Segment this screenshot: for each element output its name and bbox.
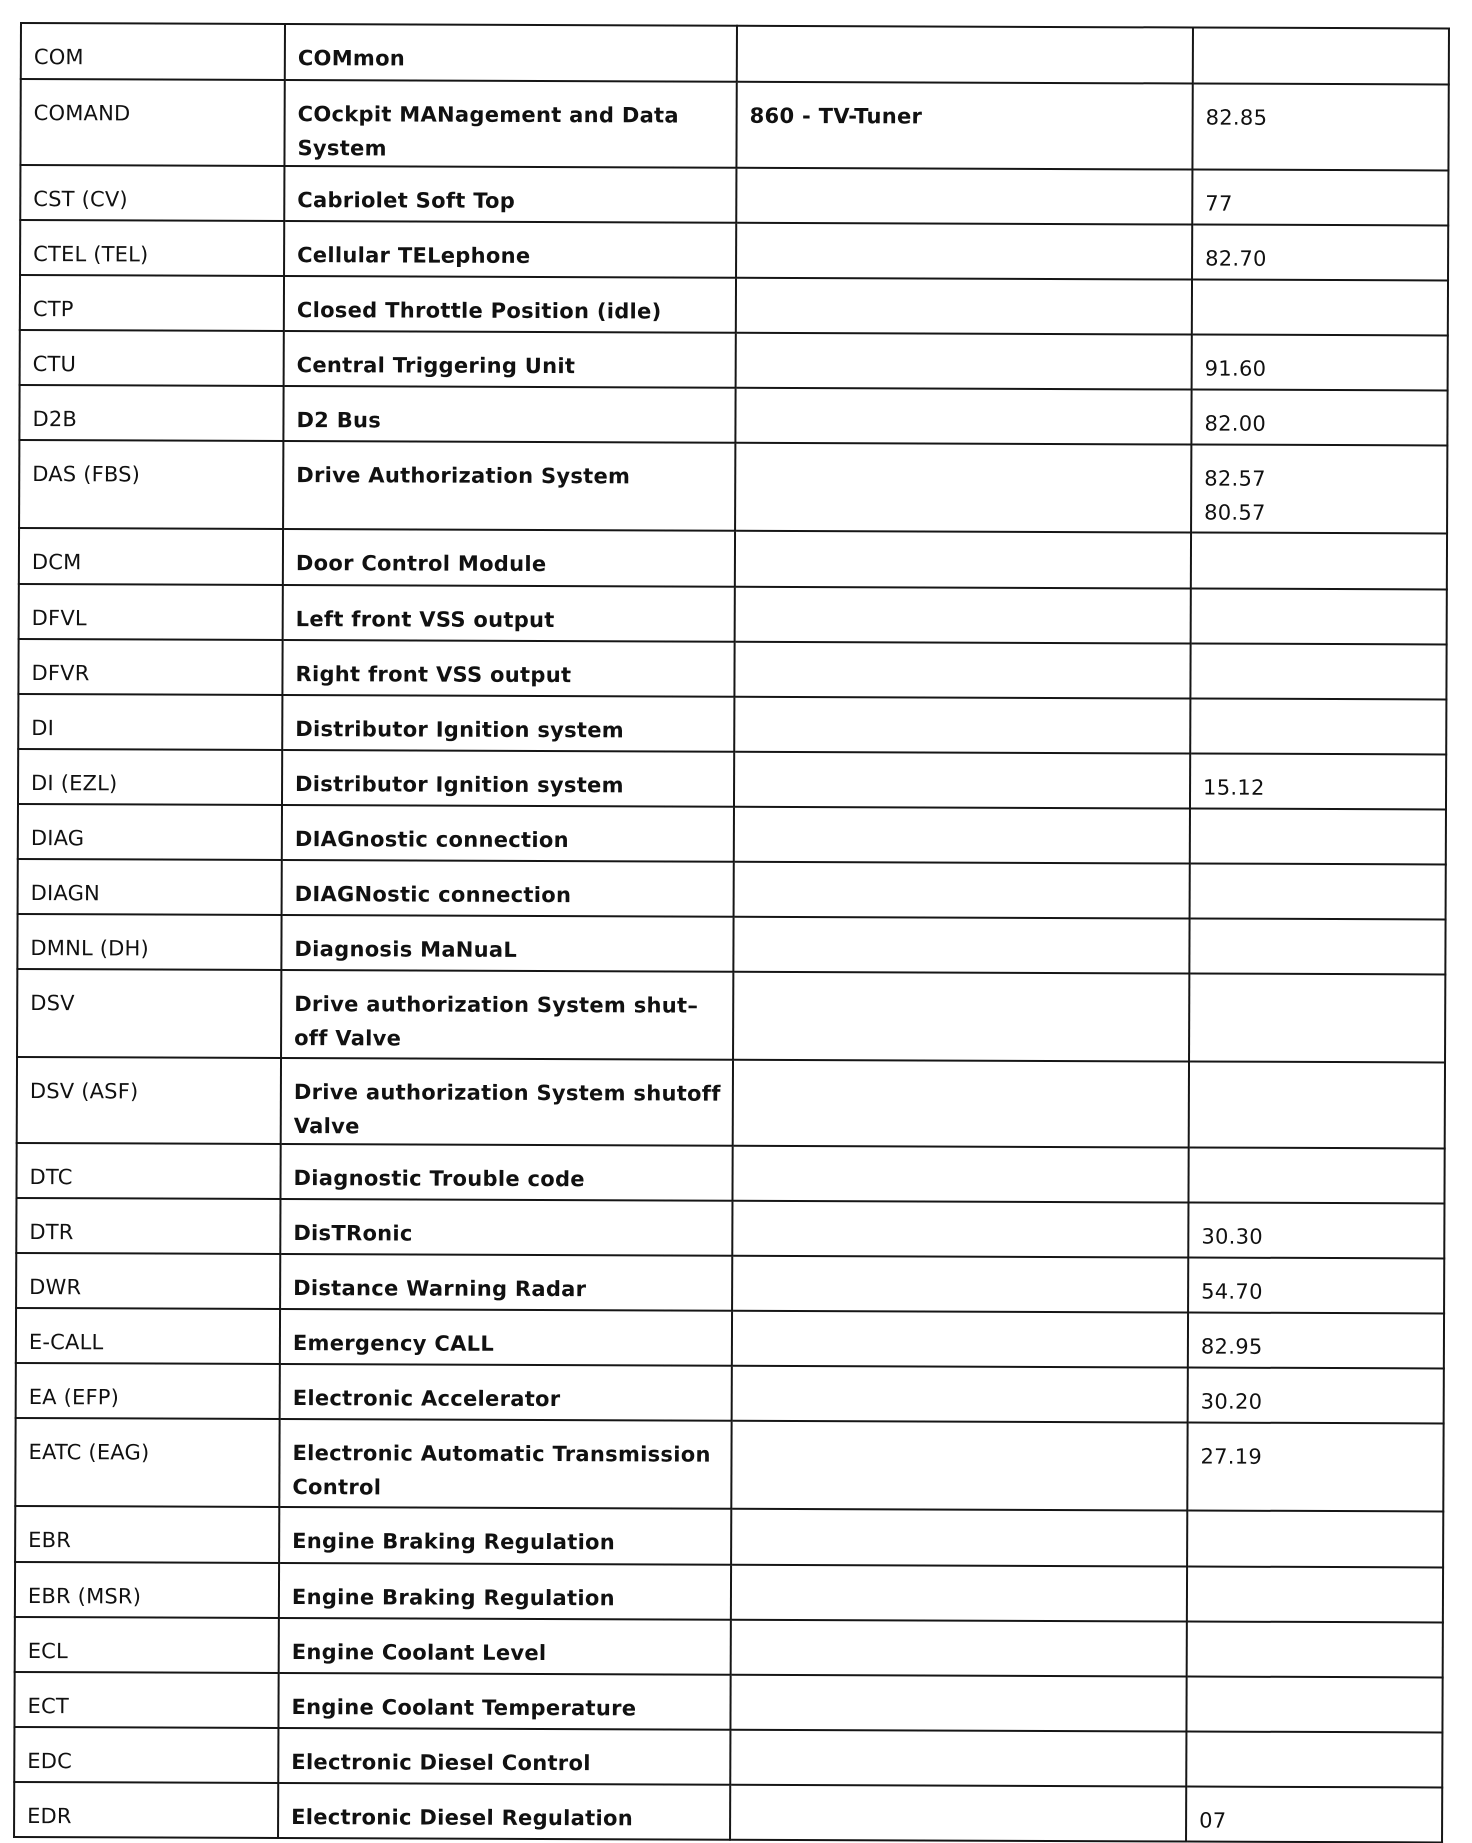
description-cell: DIAGNostic connection xyxy=(282,860,734,917)
table-row xyxy=(18,639,1446,699)
note-cell xyxy=(731,1421,1187,1511)
reference-cell xyxy=(1186,1731,1442,1787)
reference-cell: 82.00 xyxy=(1191,390,1447,446)
note-cell xyxy=(732,1201,1188,1258)
description-cell: Drive authorization System shutoff Valve xyxy=(281,1058,733,1146)
reference-value: 80.57 xyxy=(1204,500,1266,525)
table-row xyxy=(16,1143,1444,1203)
description-cell: Closed Throttle Position (idle) xyxy=(284,276,736,333)
note-cell xyxy=(734,642,1190,699)
note-cell xyxy=(735,531,1191,589)
note-cell xyxy=(732,1146,1188,1203)
description-cell: Cellular TELephone xyxy=(284,221,736,278)
description-cell: Electronic Diesel Control xyxy=(278,1728,730,1785)
table-row xyxy=(16,1253,1444,1313)
description-cell: COMmon xyxy=(285,24,737,82)
abbreviation-cell: DIAG xyxy=(18,804,282,860)
abbreviation-cell: CTU xyxy=(20,330,284,386)
reference-cell: 91.60 xyxy=(1192,335,1448,391)
reference-cell xyxy=(1190,863,1446,919)
description-cell: Electronic Accelerator xyxy=(280,1364,732,1421)
abbreviation-table xyxy=(13,22,1450,1843)
abbreviation-cell: DSV (ASF) xyxy=(17,1057,281,1144)
table-row xyxy=(20,330,1448,390)
table-row xyxy=(16,1363,1444,1423)
description-cell: Drive authorization System shut–off Valve xyxy=(281,970,733,1060)
table-row xyxy=(20,275,1448,335)
abbreviation-cell: COMAND xyxy=(20,79,284,166)
reference-value: 82.57 xyxy=(1204,466,1266,491)
reference-cell xyxy=(1188,1147,1444,1203)
table-row xyxy=(20,220,1448,280)
reference-cell xyxy=(1189,973,1445,1062)
description-cell: Engine Braking Regulation xyxy=(279,1563,731,1620)
abbreviation-cell: DMNL (DH) xyxy=(17,914,281,970)
note-cell xyxy=(734,862,1190,919)
description-cell: Left front VSS output xyxy=(283,585,735,642)
abbreviation-cell: DAS (FBS) xyxy=(19,440,283,529)
abbreviation-cell: EDC xyxy=(14,1727,278,1783)
abbreviation-cell: DTR xyxy=(16,1198,280,1254)
reference-cell xyxy=(1190,643,1446,699)
note-cell xyxy=(731,1565,1187,1622)
abbreviation-cell: COM xyxy=(21,23,285,80)
description-cell: COckpit MANagement and Data System xyxy=(284,80,736,168)
note-cell xyxy=(736,168,1192,225)
description-cell: Engine Coolant Level xyxy=(279,1618,731,1675)
description-cell: Cabriolet Soft Top xyxy=(284,166,736,223)
abbreviation-cell: DIAGN xyxy=(18,859,282,915)
note-cell xyxy=(733,917,1189,974)
table-row xyxy=(17,1057,1445,1148)
reference-cell xyxy=(1190,808,1446,864)
description-cell: Diagnosis MaNuaL xyxy=(281,915,733,972)
abbreviation-cell: D2B xyxy=(19,385,283,441)
abbreviation-cell: DTC xyxy=(16,1143,280,1199)
table-row xyxy=(20,79,1448,170)
reference-cell: 15.12 xyxy=(1190,753,1446,809)
abbreviation-cell: DSV xyxy=(17,969,281,1058)
note-cell xyxy=(736,333,1192,390)
note-cell xyxy=(730,1730,1186,1787)
description-cell: Door Control Module xyxy=(283,529,735,587)
note-cell xyxy=(732,1256,1188,1313)
note-cell xyxy=(730,1785,1186,1842)
table-row xyxy=(14,1672,1442,1732)
note-cell xyxy=(732,1311,1188,1368)
description-cell: Central Triggering Unit xyxy=(284,331,736,388)
table-row xyxy=(15,1418,1443,1511)
table-row xyxy=(19,528,1447,589)
reference-cell: 07 xyxy=(1186,1786,1442,1842)
note-cell xyxy=(734,807,1190,864)
note-cell xyxy=(734,752,1190,809)
description-cell: Electronic Diesel Regulation xyxy=(278,1783,730,1840)
table-row xyxy=(19,440,1447,533)
abbreviation-cell: CTEL (TEL) xyxy=(20,220,284,276)
abbreviation-cell: ECT xyxy=(14,1672,278,1728)
note-cell xyxy=(730,1675,1186,1732)
table-row xyxy=(16,1198,1444,1258)
reference-cell: 30.20 xyxy=(1188,1367,1444,1423)
reference-cell xyxy=(1191,445,1447,534)
reference-cell: 82.85 xyxy=(1192,84,1448,171)
table-row xyxy=(18,804,1446,864)
note-cell xyxy=(731,1509,1187,1567)
description-cell: DIAGnostic connection xyxy=(282,805,734,862)
abbreviation-cell: DCM xyxy=(19,528,283,585)
abbreviation-cell: DI (EZL) xyxy=(18,749,282,805)
note-cell xyxy=(737,26,1193,84)
abbreviation-cell: EBR (MSR) xyxy=(15,1562,279,1618)
table-row xyxy=(21,23,1449,84)
document-page xyxy=(13,22,1448,1843)
table-row xyxy=(19,584,1447,644)
description-cell: Distributor Ignition system xyxy=(282,695,734,752)
note-cell xyxy=(736,278,1192,335)
reference-cell xyxy=(1192,280,1448,336)
table-row xyxy=(17,914,1445,974)
reference-cell xyxy=(1189,918,1445,974)
reference-cell: 54.70 xyxy=(1188,1257,1444,1313)
abbreviation-cell: EATC (EAG) xyxy=(15,1418,279,1507)
reference-cell: 30.30 xyxy=(1188,1202,1444,1258)
reference-cell xyxy=(1186,1676,1442,1732)
table-row xyxy=(18,859,1446,919)
description-cell: Distributor Ignition system xyxy=(282,750,734,807)
note-cell xyxy=(735,443,1191,533)
note-cell xyxy=(735,388,1191,445)
description-cell: D2 Bus xyxy=(283,386,735,443)
reference-cell xyxy=(1193,28,1449,85)
note-cell: 860 - TV-Tuner xyxy=(736,82,1192,170)
note-cell xyxy=(733,1060,1189,1148)
abbreviation-cell: DI xyxy=(18,694,282,750)
reference-cell xyxy=(1187,1510,1443,1567)
table-row xyxy=(18,749,1446,809)
note-cell xyxy=(732,1366,1188,1423)
reference-cell: 27.19 xyxy=(1187,1422,1443,1511)
abbreviation-cell: CST (CV) xyxy=(20,165,284,221)
note-cell xyxy=(735,587,1191,644)
description-cell: Engine Coolant Temperature xyxy=(278,1673,730,1730)
note-cell xyxy=(731,1620,1187,1677)
reference-cell xyxy=(1190,698,1446,754)
table-row xyxy=(14,1782,1442,1842)
reference-cell xyxy=(1189,1061,1445,1148)
abbreviation-cell: DWR xyxy=(16,1253,280,1309)
description-cell: Emergency CALL xyxy=(280,1309,732,1366)
abbreviation-cell: EDR xyxy=(14,1782,278,1838)
note-cell xyxy=(733,972,1189,1062)
abbreviation-cell: DFVL xyxy=(19,584,283,640)
table-row xyxy=(15,1617,1443,1677)
description-cell: Drive Authorization System xyxy=(283,441,735,531)
description-cell: DisTRonic xyxy=(280,1199,732,1256)
reference-cell: 82.70 xyxy=(1192,225,1448,281)
description-cell: Right front VSS output xyxy=(282,640,734,697)
note-cell xyxy=(736,223,1192,280)
table-row xyxy=(15,1562,1443,1622)
abbreviation-cell: E-CALL xyxy=(16,1308,280,1364)
table-row xyxy=(20,165,1448,225)
abbreviation-cell: EA (EFP) xyxy=(16,1363,280,1419)
note-cell xyxy=(734,697,1190,754)
reference-cell: 77 xyxy=(1192,170,1448,226)
abbreviation-cell: ECL xyxy=(15,1617,279,1673)
description-cell: Diagnostic Trouble code xyxy=(280,1144,732,1201)
table-row xyxy=(18,694,1446,754)
abbreviation-cell: CTP xyxy=(20,275,284,331)
reference-cell xyxy=(1187,1621,1443,1677)
description-cell: Distance Warning Radar xyxy=(280,1254,732,1311)
reference-cell: 82.95 xyxy=(1188,1312,1444,1368)
reference-cell xyxy=(1187,1566,1443,1622)
table-row xyxy=(15,1506,1443,1567)
reference-cell xyxy=(1191,588,1447,644)
table-row xyxy=(17,969,1445,1062)
description-cell: Engine Braking Regulation xyxy=(279,1507,731,1565)
abbreviation-cell: EBR xyxy=(15,1506,279,1563)
abbreviation-cell: DFVR xyxy=(18,639,282,695)
description-cell: Electronic Automatic Transmission Control xyxy=(279,1419,731,1509)
table-row xyxy=(16,1308,1444,1368)
table-row xyxy=(19,385,1447,445)
table-row xyxy=(14,1727,1442,1787)
reference-cell xyxy=(1191,533,1447,590)
